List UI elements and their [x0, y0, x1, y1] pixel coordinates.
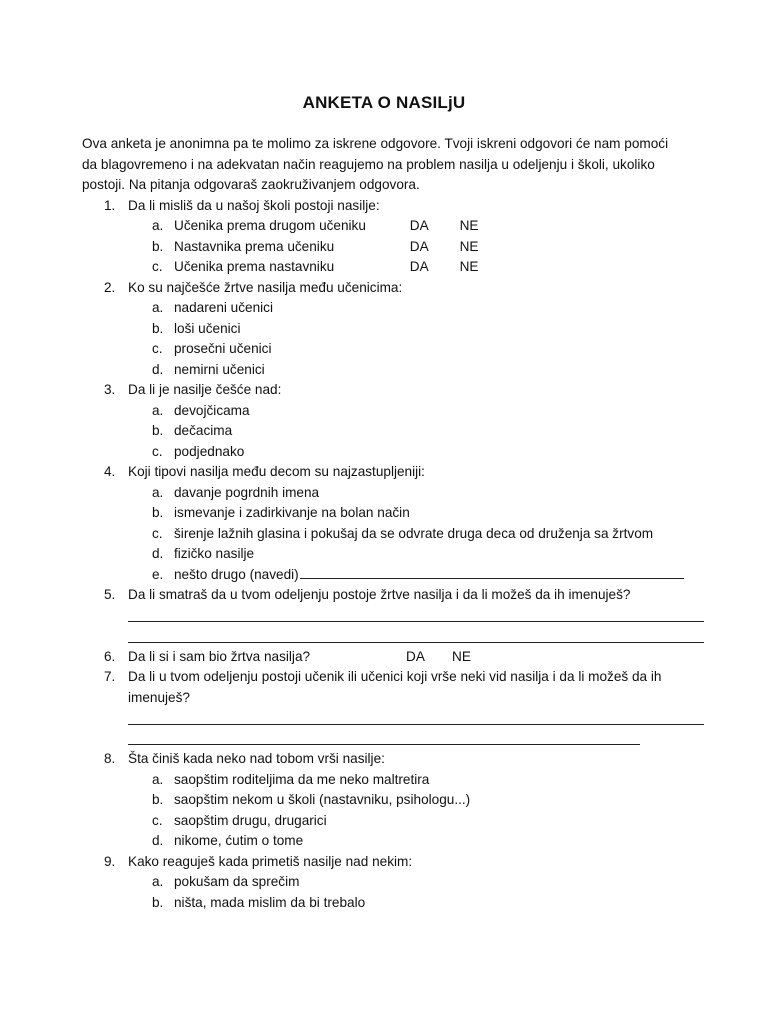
question-text: Da li je nasilje češće nad: — [128, 382, 282, 397]
option-item[interactable] — [82, 790, 704, 811]
option-letter: d. — [152, 546, 164, 561]
option-item[interactable] — [82, 565, 704, 586]
question-number: 9. — [104, 853, 116, 869]
intro-paragraph — [82, 134, 704, 196]
option-text: dečacima — [174, 423, 233, 438]
option-text: širenje lažnih glasina i pokušaj da se odvrate druga deca od druženja sa žrtvom — [174, 525, 654, 541]
option-text: nemirni učenici — [174, 361, 265, 377]
question-7 — [82, 667, 704, 749]
option-letter: e. — [152, 566, 164, 582]
option-letter: a. — [152, 874, 164, 889]
question-6 — [82, 647, 704, 668]
option-item[interactable] — [82, 339, 704, 360]
question-3 — [82, 380, 704, 462]
option-letter: a. — [152, 484, 164, 500]
option-text: podjednako — [174, 443, 245, 459]
option-item[interactable] — [82, 893, 704, 914]
option-letter: a. — [152, 218, 164, 233]
question-text: Kako reaguješ kada primetiš nasilje nad nekim: — [128, 853, 413, 869]
question-text: Da li smatraš da u tvom odeljenju postoje žrtve nasilja i da li možeš da ih imenuješ? — [128, 587, 631, 602]
document-body — [82, 134, 704, 913]
option-letter: d. — [152, 833, 164, 848]
option-letter: b. — [152, 505, 164, 520]
option-item[interactable] — [82, 483, 704, 504]
question-4 — [82, 462, 704, 585]
question-5 — [82, 585, 704, 647]
option-letter: a. — [152, 300, 164, 315]
option-text: fizičko nasilje — [174, 546, 255, 561]
answer-yes[interactable]: DA — [406, 648, 425, 664]
option-text: Nastavnika prema učeniku — [174, 238, 335, 254]
option-item[interactable] — [82, 237, 704, 258]
option-letter: b. — [152, 792, 164, 807]
answer-blank-line[interactable] — [128, 626, 704, 647]
answer-blank-line[interactable] — [128, 708, 704, 729]
option-letter: d. — [152, 361, 164, 377]
option-text: Učenika prema drugom učeniku — [174, 218, 366, 233]
option-item[interactable] — [82, 770, 704, 791]
question-number: 1. — [104, 197, 116, 213]
question-2 — [82, 278, 704, 381]
option-text: Učenika prema nastavniku — [174, 259, 335, 274]
option-item[interactable] — [82, 503, 704, 524]
option-text: saopštim drugu, drugarici — [174, 812, 327, 828]
option-letter: b. — [152, 320, 164, 336]
option-item[interactable] — [82, 257, 704, 278]
question-list — [82, 196, 704, 914]
option-item[interactable] — [82, 216, 704, 237]
option-letter: a. — [152, 771, 164, 787]
option-item[interactable] — [82, 360, 704, 381]
option-item[interactable] — [82, 831, 704, 852]
question-text: imenuješ? — [128, 689, 190, 705]
question-text: Da li si i sam bio žrtva nasilja? — [128, 648, 311, 664]
question-9 — [82, 852, 704, 914]
option-text: ništa, mada mislim da bi trebalo — [174, 894, 366, 910]
option-item[interactable] — [82, 319, 704, 340]
option-text: davanje pogrdnih imena — [174, 484, 320, 500]
option-text: ismevanje i zadirkivanje na bolan način — [174, 505, 410, 520]
answer-blank-line[interactable] — [128, 729, 704, 750]
option-letter: c. — [152, 812, 163, 828]
option-item[interactable] — [82, 524, 704, 545]
answer-no[interactable]: NE — [459, 238, 479, 254]
option-letter: a. — [152, 402, 164, 418]
question-number: 5. — [104, 587, 116, 602]
option-text: pokušam da sprečim — [174, 874, 300, 889]
option-item[interactable] — [82, 401, 704, 422]
document-title: ANKETA O NASILjU — [302, 93, 466, 112]
question-text: Da li misliš da u našoj školi postoji nasilje: — [128, 197, 380, 213]
option-letter: c. — [152, 259, 163, 274]
option-item[interactable] — [82, 421, 704, 442]
option-text: nikome, ćutim o tome — [174, 833, 304, 848]
intro-line: postoji. Na pitanja odgovaraš zaokruživanjem odgovora. — [82, 177, 420, 192]
answer-no[interactable]: NE — [452, 648, 471, 664]
question-text: Šta činiš kada neko nad tobom vrši nasilje: — [128, 751, 385, 766]
answer-yes[interactable]: DA — [409, 238, 429, 254]
option-item[interactable] — [82, 872, 704, 893]
option-item[interactable] — [82, 298, 704, 319]
answer-yes[interactable]: DA — [409, 218, 429, 233]
intro-line: Ova anketa je anonimna pa te molimo za iskrene odgovore. Tvoji iskreni odgovori će nam pomoći — [82, 136, 669, 151]
question-number: 7. — [104, 669, 116, 684]
answer-no[interactable]: NE — [459, 218, 479, 233]
option-text: prosečni učenici — [174, 341, 272, 356]
option-text: devojčicama — [174, 402, 250, 418]
option-letter: b. — [152, 423, 164, 438]
question-text: Ko su najčešće žrtve nasilja među učenicima: — [128, 279, 403, 295]
option-letter: c. — [152, 525, 163, 541]
question-text: Koji tipovi nasilja među decom su najzastupljeniji: — [128, 464, 425, 479]
option-text: nešto drugo (navedi) — [174, 566, 299, 582]
option-text: saopštim nekom u školi (nastavniku, psihologu...) — [174, 792, 471, 807]
question-number: 3. — [104, 382, 116, 397]
option-letter: b. — [152, 238, 164, 254]
option-letter: c. — [152, 341, 163, 356]
option-item[interactable] — [82, 544, 704, 565]
option-text: loši učenici — [174, 320, 241, 336]
question-text: Da li u tvom odeljenju postoji učenik ili učenici koji vrše neki vid nasilja i da li možeš da ih — [128, 669, 662, 684]
question-number: 6. — [104, 648, 116, 664]
intro-line: da blagovremeno i na adekvatan način reagujemo na problem nasilja u odeljenju i školi, ukoliko — [82, 156, 655, 172]
answer-no[interactable]: NE — [459, 259, 479, 274]
option-item[interactable] — [82, 811, 704, 832]
answer-blank-line[interactable] — [128, 606, 704, 627]
question-8 — [82, 749, 704, 852]
option-letter: c. — [152, 443, 163, 459]
answer-blank-line[interactable] — [300, 566, 684, 579]
question-1 — [82, 196, 704, 278]
question-number: 2. — [104, 279, 116, 295]
option-text: nadareni učenici — [174, 300, 273, 315]
option-letter: b. — [152, 894, 164, 910]
question-number: 4. — [104, 464, 116, 479]
answer-yes[interactable]: DA — [409, 259, 429, 274]
option-text: saopštim roditeljima da me neko maltretira — [174, 771, 430, 787]
question-number: 8. — [104, 751, 116, 766]
option-item[interactable] — [82, 442, 704, 463]
